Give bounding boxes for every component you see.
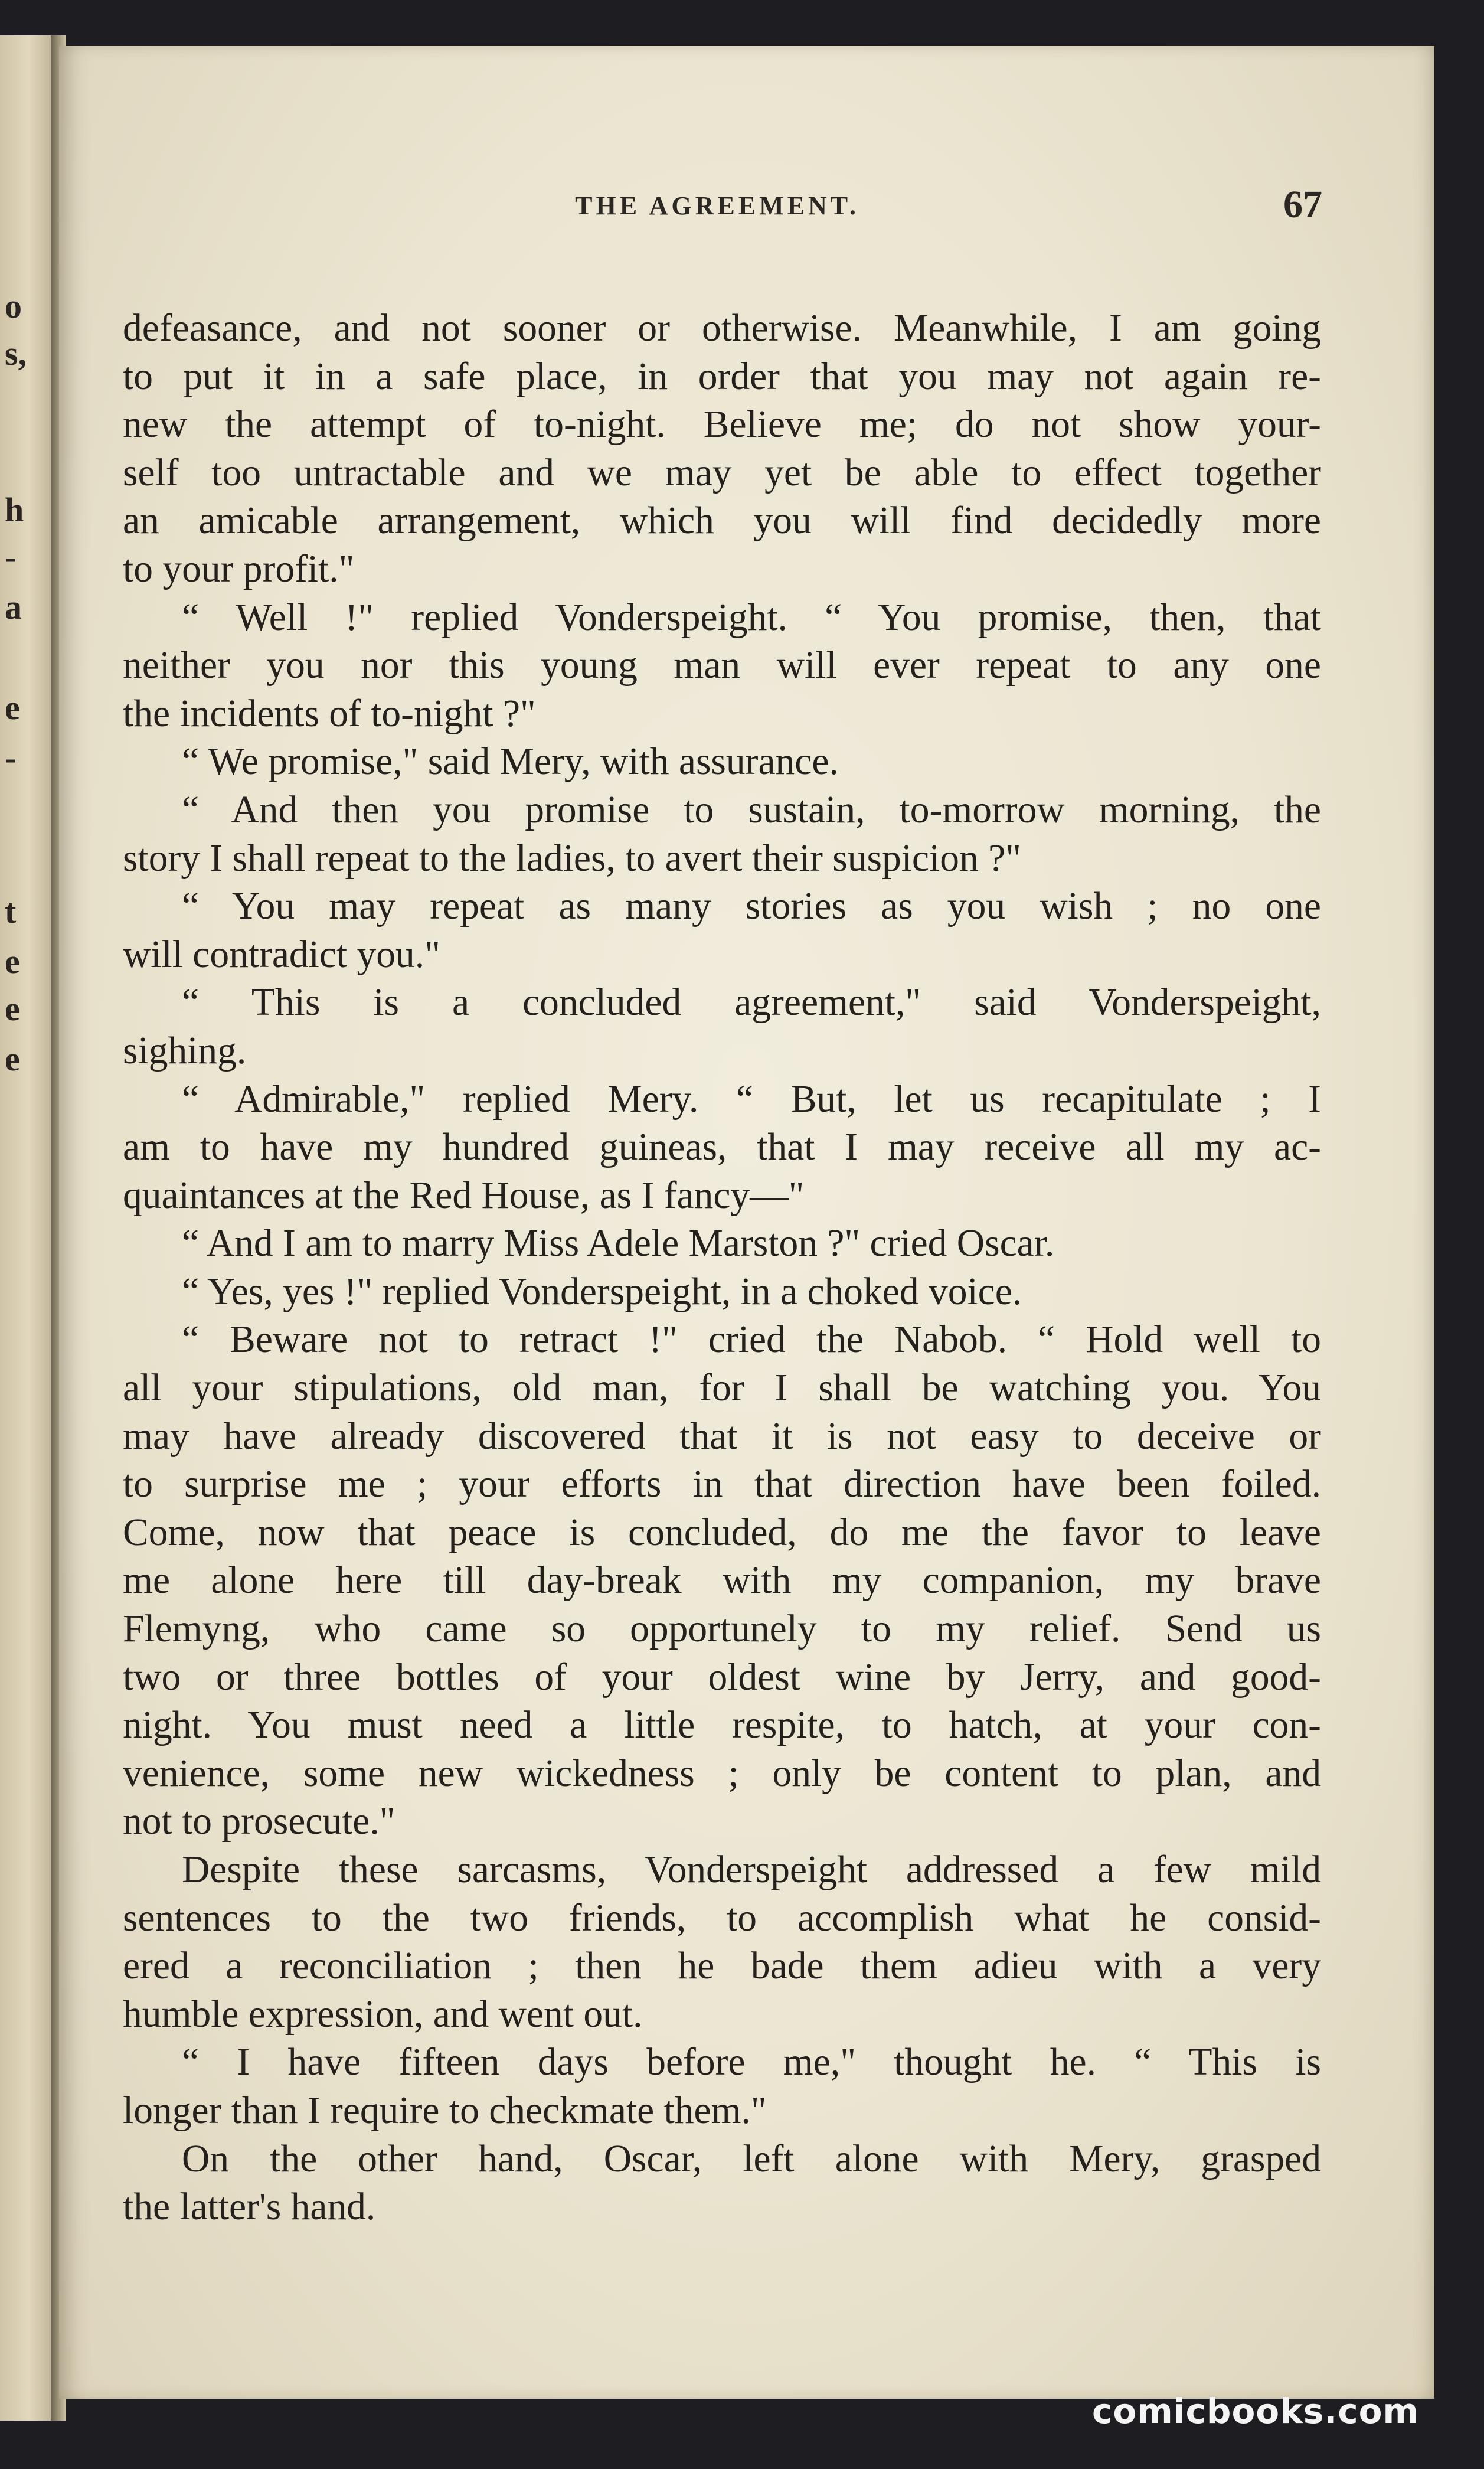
facing-page-fragment: -	[5, 739, 17, 777]
facing-page-fragment: t	[5, 892, 17, 930]
text-line: to your profit."	[123, 547, 355, 590]
text-line: venience, some new wickedness ; only be content to plan, and	[123, 1752, 1321, 1795]
text-line: an amicable arrangement, which you will find decidedly more	[123, 499, 1321, 543]
text-line: me alone here till day-break with my companion, my brave	[123, 1559, 1321, 1602]
text-line: “ Yes, yes !" replied Vonderspeight, in a choked voice.	[182, 1270, 1022, 1313]
text-line: “ We promise," said Mery, with assurance.	[182, 740, 839, 783]
text-line: night. You must need a little respite, to hatch, at your con-	[123, 1704, 1321, 1747]
text-line: story I shall repeat to the ladies, to avert their suspicion ?"	[123, 837, 1021, 880]
text-line: “ You may repeat as many stories as you wish ; no one	[182, 885, 1321, 928]
text-line: to put it in a safe place, in order that you may not again re-	[123, 355, 1321, 398]
facing-page-fragment: o	[5, 287, 22, 325]
facing-page-fragment: e	[5, 1040, 20, 1078]
text-line: sentences to the two friends, to accomplish what he consid-	[123, 1896, 1321, 1939]
text-line: humble expression, and went out.	[123, 1993, 643, 2036]
text-line: quaintances at the Red House, as I fancy—"	[123, 1174, 805, 1217]
text-line: defeasance, and not sooner or otherwise. Meanwhile, I am going	[123, 307, 1321, 350]
text-line: Despite these sarcasms, Vonderspeight addressed a few mild	[182, 1849, 1321, 1891]
facing-page-fragment: e	[5, 942, 20, 981]
facing-page-fragment: h	[5, 491, 24, 529]
text-line: will contradict you."	[123, 933, 440, 976]
page-header	[124, 167, 1322, 232]
text-line: the latter's hand.	[123, 2186, 376, 2229]
text-line: Flemyng, who came so opportunely to my relief. Send us	[123, 1608, 1321, 1651]
text-line: “ Well !" replied Vonderspeight. “ You promise, then, that	[182, 596, 1321, 639]
text-line: neither you nor this young man will ever repeat to any one	[123, 644, 1321, 687]
text-line: longer than I require to checkmate them."	[123, 2089, 767, 2132]
text-line: “ And then you promise to sustain, to-morrow morning, the	[182, 788, 1321, 831]
text-line: On the other hand, Oscar, left alone with Mery, grasped	[182, 2137, 1321, 2180]
book-page	[59, 46, 1434, 2399]
facing-page-edge	[0, 35, 53, 2421]
text-line: ered a reconciliation ; then he bade them adieu with a very	[123, 1945, 1321, 1988]
text-line: not to prosecute."	[123, 1800, 395, 1843]
text-line: “ Admirable," replied Mery. “ But, let us recapitulate ; I	[182, 1077, 1321, 1121]
text-line: Come, now that peace is concluded, do me the favor to leave	[123, 1511, 1321, 1554]
facing-page-fragment: e	[5, 688, 20, 727]
text-line: sighing.	[123, 1029, 247, 1072]
page-number: 67	[1283, 183, 1322, 226]
facing-page-fragment: e	[5, 989, 20, 1028]
text-line: “ This is a concluded agreement," said Vonderspeight,	[182, 981, 1321, 1024]
text-line: am to have my hundred guineas, that I may receive all my ac-	[123, 1126, 1321, 1169]
running-head: THE AGREEMENT.	[575, 191, 859, 220]
body-text	[123, 305, 1321, 2232]
text-line: self too untractable and we may yet be able to effect together	[123, 451, 1321, 494]
text-line: “ Beware not to retract !" cried the Nabob. “ Hold well to	[182, 1318, 1321, 1361]
text-line: may have already discovered that it is not easy to deceive or	[123, 1415, 1321, 1458]
text-line: “ I have fifteen days before me," thought he. “ This is	[182, 2041, 1321, 2084]
facing-page-fragment: a	[5, 588, 22, 626]
text-line: two or three bottles of your oldest wine by Jerry, and good-	[123, 1655, 1321, 1699]
text-line: all your stipulations, old man, for I shall be watching you. You	[123, 1367, 1321, 1410]
facing-page-fragment: s,	[5, 334, 27, 373]
text-line: “ And I am to marry Miss Adele Marston ?" cried Oscar.	[182, 1222, 1055, 1265]
text-line: new the attempt of to-night. Believe me; do not show your-	[123, 403, 1321, 446]
site-watermark: comicbooks.com	[1092, 2391, 1419, 2431]
text-line: the incidents of to-night ?"	[123, 692, 536, 735]
facing-page-fragment: -	[5, 538, 17, 576]
text-line: to surprise me ; your efforts in that direction have been foiled.	[123, 1463, 1321, 1506]
